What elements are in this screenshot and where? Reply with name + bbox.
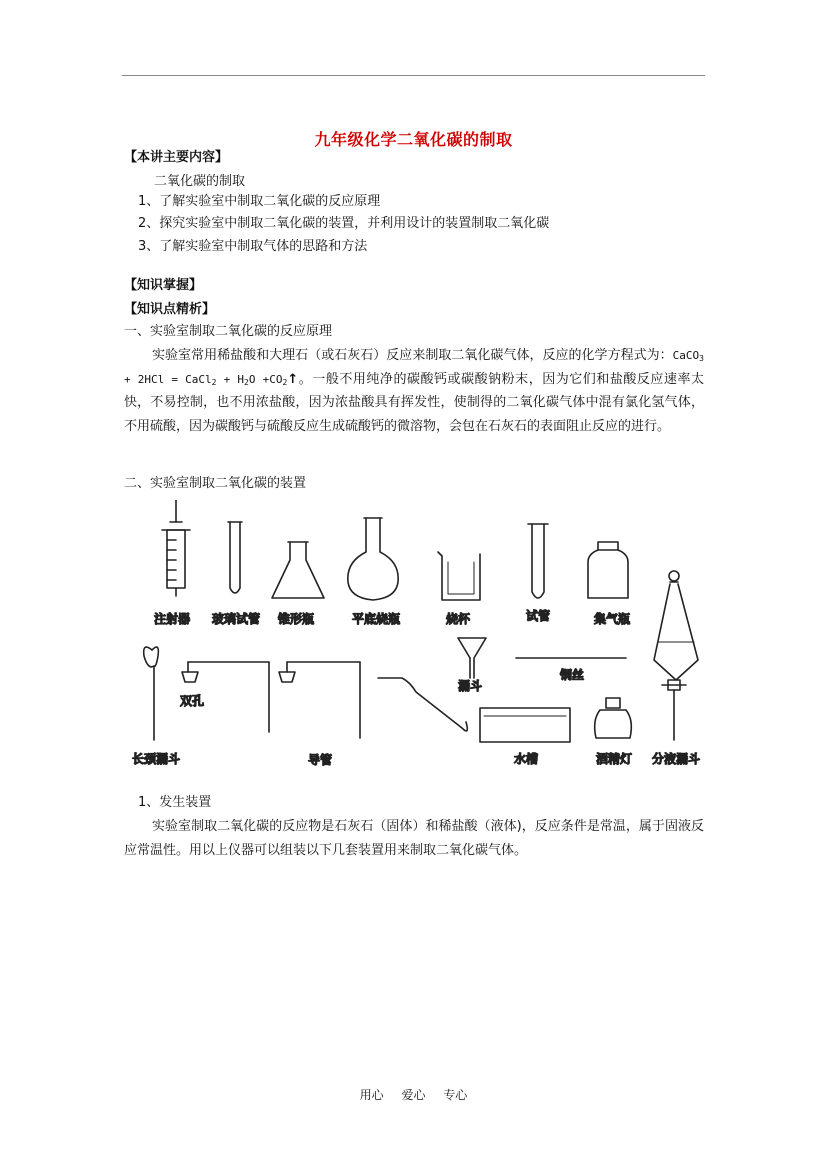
- syringe-drawing: [162, 500, 190, 596]
- subsection1-paragraph: 实验室制取二氧化碳的反应物是石灰石（固体）和稀盐酸（液体)，反应条件是常温，属于固液反应常温性。用以上仪器可以组装以下几套装置用来制取二氧化碳气体。: [124, 819, 704, 858]
- long-funnel-drawing: [144, 647, 159, 740]
- flat-flask-drawing: [348, 518, 398, 600]
- label-funnel: 漏斗: [458, 679, 483, 693]
- objective-3: 3、了解实验室中制取气体的思路和方法: [138, 239, 368, 254]
- document-title: 九年级化学二氧化碳的制取: [314, 130, 513, 149]
- objective-2: 2、探究实验室中制取二氧化碳的装置，并利用设计的装置制取二氧化碳: [138, 216, 550, 231]
- beaker-drawing: [438, 552, 480, 600]
- label-test-tube: 试管: [526, 609, 551, 623]
- water-trough-drawing: [480, 708, 570, 742]
- label-water-trough: 水槽: [514, 752, 539, 766]
- gas-jar-drawing: [588, 542, 628, 598]
- label-two-hole: 双孔: [180, 694, 205, 708]
- label-separatory-funnel: 分液漏斗: [652, 752, 701, 766]
- conduit-drawing: [279, 662, 467, 738]
- section1-paragraph: [124, 344, 704, 438]
- subsection1-title: 1、发生装置: [138, 795, 212, 810]
- label-long-funnel: 长颈漏斗: [132, 752, 181, 766]
- chemical-equation: CaCO$_3$ + 2HCl = CaCl$_2$ + $H_2O +CO_2$: [124, 349, 704, 387]
- label-glass-tube: 玻璃试管: [212, 612, 261, 626]
- alcohol-lamp-drawing: [595, 698, 632, 738]
- label-erlenmeyer: 锥形瓶: [278, 612, 315, 626]
- section1-text-b: 。一般不用纯净的碳酸钙或碳酸钠粉末，因为它们和盐酸反应速率太快，不易控制，也不用浓盐酸，因为浓盐酸具有挥发性，使制得的二氧化碳气体中混有氯化氢气体，不用硫酸，因为碳酸钙与硫酸反应生成硫酸钙的微溶物，会包在石灰石的表面阻止反应的进行。: [124, 371, 704, 434]
- label-alcohol-lamp: 酒精灯: [596, 752, 633, 766]
- section1-text-a: 实验室常用稀盐酸和大理石（或石灰石）反应来制取二氧化碳气体，反应的化学方程式为：: [152, 348, 673, 363]
- apparatus-figure: [124, 500, 714, 775]
- erlenmeyer-drawing: [272, 542, 324, 598]
- label-copper-wire: 铜丝: [560, 668, 585, 682]
- gas-up-arrow: ↑: [287, 371, 299, 387]
- glass-tube-drawing: [228, 522, 242, 593]
- topic-line: 二氧化碳的制取: [154, 174, 246, 189]
- knowledge-heading: 【知识掌握】: [124, 278, 203, 293]
- page-footer: 用心 爱心 专心: [359, 1088, 468, 1102]
- header-rule: [122, 75, 705, 76]
- label-conduit: 导管: [308, 753, 333, 767]
- section2-title: 二、实验室制取二氧化碳的装置: [124, 476, 307, 491]
- label-syringe: 注射器: [154, 612, 191, 626]
- separatory-funnel-drawing: [654, 571, 698, 740]
- section1-title: 一、实验室制取二氧化碳的反应原理: [124, 324, 333, 339]
- main-content-heading: 【本讲主要内容】: [124, 150, 229, 165]
- label-flat-flask: 平底烧瓶: [352, 612, 401, 626]
- test-tube-drawing: [528, 524, 548, 598]
- funnel-drawing: [458, 638, 486, 678]
- label-beaker: 烧杯: [446, 612, 471, 626]
- analysis-heading: 【知识点精析】: [124, 302, 216, 317]
- objective-1: 1、了解实验室中制取二氧化碳的反应原理: [138, 194, 381, 209]
- label-gas-jar: 集气瓶: [594, 612, 631, 626]
